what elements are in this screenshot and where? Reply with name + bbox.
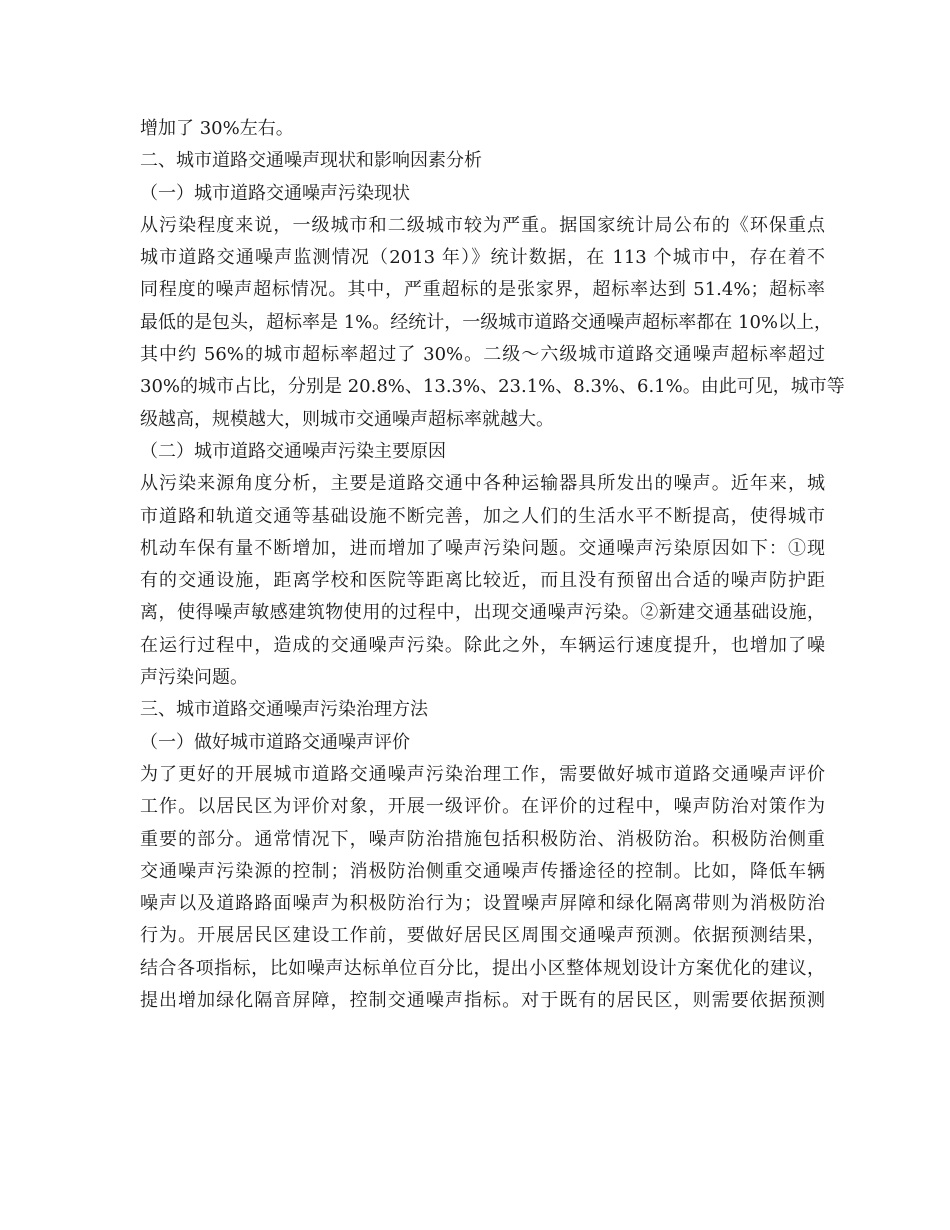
text-line: 重要的部分。通常情况下，噪声防治措施包括积极防治、消极防治。积极防治侧重 <box>140 828 825 850</box>
text-line: 在运行过程中，造成的交通噪声污染。除此之外，车辆运行速度提升，也增加了噪 <box>140 634 825 656</box>
text-line: 机动车保有量不断增加，进而增加了噪声污染问题。交通噪声污染原因如下：①现 <box>140 537 825 559</box>
text-line: 级越高，规模越大，则城市交通噪声超标率就越大。 <box>140 408 554 430</box>
text-line: （一）城市道路交通噪声污染现状 <box>140 182 410 204</box>
text-line: 提出增加绿化隔音屏障，控制交通噪声指标。对于既有的居民区，则需要依据预测 <box>140 990 825 1012</box>
text-line: （一）做好城市道路交通噪声评价 <box>140 731 410 753</box>
text-line: 增加了 30%左右。 <box>140 118 294 139</box>
text-line: 噪声以及道路路面噪声为积极防治行为；设置噪声屏障和绿化隔离带则为消极防治 <box>140 893 825 915</box>
document-body <box>140 113 845 1017</box>
text-line: 结合各项指标，比如噪声达标单位百分比，提出小区整体规划设计方案优化的建议， <box>140 957 825 979</box>
text-line: 三、城市道路交通噪声污染治理方法 <box>140 699 428 721</box>
text-line: 其中约 56%的城市超标率超过了 30%。二级～六级城市道路交通噪声超标率超过 <box>140 344 825 366</box>
text-line: 离，使得噪声敏感建筑物使用的过程中，出现交通噪声污染。②新建交通基础设施， <box>140 602 825 624</box>
text-line: 工作。以居民区为评价对象，开展一级评价。在评价的过程中，噪声防治对策作为 <box>140 796 825 818</box>
text-line: 行为。开展居民区建设工作前，要做好居民区周围交通噪声预测。依据预测结果， <box>140 925 825 947</box>
text-line: 最低的是包头，超标率是 1%。经统计，一级城市道路交通噪声超标率都在 10%以上， <box>140 311 833 333</box>
text-line: 声污染问题。 <box>140 667 248 689</box>
text-line: 同程度的噪声超标情况。其中，严重超标的是张家界，超标率达到 51.4%；超标率 <box>140 279 825 301</box>
text-line: 市道路和轨道交通等基础设施不断完善，加之人们的生活水平不断提高，使得城市 <box>140 505 825 527</box>
text-line: 30%的城市占比，分别是 20.8%、13.3%、23.1%、8.3%、6.1%。由此可见，城市等 <box>140 376 845 398</box>
text-line: 有的交通设施，距离学校和医院等距离比较近，而且没有预留出合适的噪声防护距 <box>140 570 825 592</box>
text-line: （二）城市道路交通噪声污染主要原因 <box>140 440 446 462</box>
text-line: 交通噪声污染源的控制；消极防治侧重交通噪声传播途径的控制。比如，降低车辆 <box>140 860 825 882</box>
text-line: 城市道路交通噪声监测情况（2013 年）》统计数据，在 113 个城市中，存在着不 <box>140 247 825 269</box>
text-line: 二、城市道路交通噪声现状和影响因素分析 <box>140 150 482 172</box>
text-line: 为了更好的开展城市道路交通噪声污染治理工作，需要做好城市道路交通噪声评价 <box>140 763 825 785</box>
text-line: 从污染来源角度分析，主要是道路交通中各种运输器具所发出的噪声。近年来，城 <box>140 473 825 495</box>
text-line: 从污染程度来说，一级城市和二级城市较为严重。据国家统计局公布的《环保重点 <box>140 214 825 236</box>
